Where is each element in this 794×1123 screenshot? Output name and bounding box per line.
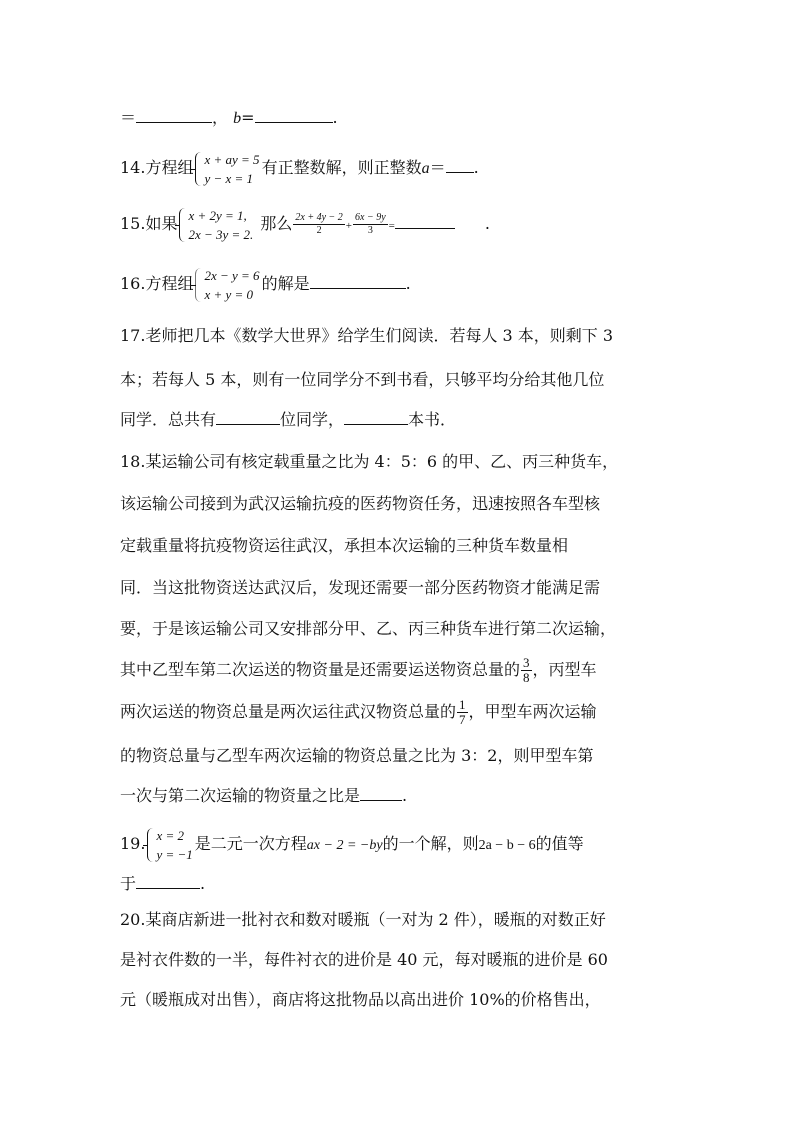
- question-18-line-2: 该运输公司接到为武汉运输抗疫的医药物资任务，迅速按照各车型核: [120, 494, 601, 513]
- question-18-line-8: 的物资总量与乙型车两次运输的物资总量之比为 3：2，则甲型车第: [120, 746, 594, 765]
- question-18-line-4: 同．当这批物资送达武汉后，发现还需要一部分医药物资才能满足需: [120, 578, 601, 597]
- answer-blank[interactable]: [136, 874, 200, 889]
- answer-line-13: ＝ ， b= .: [120, 108, 338, 127]
- answer-blank[interactable]: [360, 786, 402, 801]
- equation-system: x + 2y = 1, 2x − 3y = 2.: [179, 206, 253, 244]
- equation-system: 2x − y = 6 x + y = 0: [195, 266, 259, 304]
- question-18-line-9: 一次与第二次运输的物资量之比是 .: [120, 786, 408, 805]
- fraction: $\frac{6x - 9y}{3}$: [355, 212, 386, 236]
- question-18-line-7: 两次运送的物资总量是两次运往武汉物资总量的 $\frac{1}{7}$ ，甲型车两次运输: [120, 697, 597, 727]
- fraction: $\frac{2x + 4y - 2}{2}$: [295, 212, 343, 236]
- question-19: 19. x = 2 y = −1 是二元一次方程ax − 2 = −by的一个解，则2a − b − 6的值等: [120, 827, 584, 862]
- question-14: 14.方程组 x + ay = 5 y − x = 1 有正整数解，则正整数a＝ .: [120, 151, 479, 186]
- fraction: $\frac{3}{8}$: [523, 655, 530, 685]
- answer-blank[interactable]: [136, 108, 212, 123]
- question-20-line-3: 元（暖瓶成对出售），商店将这批物品以高出进价 10%的价格售出，: [120, 990, 601, 1009]
- answer-blank[interactable]: [310, 274, 406, 289]
- question-16: 16.方程组 2x − y = 6 x + y = 0 的解是 .: [120, 267, 411, 302]
- answer-blank[interactable]: [446, 158, 474, 173]
- answer-blank[interactable]: [344, 410, 408, 425]
- question-17-line-2: 本；若每人 5 本，则有一位同学分不到书看，只够平均分给其他几位: [120, 370, 605, 389]
- fraction: $\frac{1}{7}$: [459, 697, 466, 727]
- answer-blank[interactable]: [255, 108, 333, 123]
- question-18-line-5: 要，于是该运输公司又安排部分甲、乙、丙三种货车进行第二次运输，: [120, 619, 617, 638]
- question-15: 15.如果 x + 2y = 1, 2x − 3y = 2. 那么 $\frac{2x + 4y - 2}{2}$ + $\frac{6x - 9y}{3}$ = .: [120, 207, 490, 242]
- question-19-line-2: 于 .: [120, 874, 206, 893]
- equation-system: x + ay = 5 y − x = 1: [195, 150, 259, 188]
- answer-blank[interactable]: [216, 410, 280, 425]
- question-18-line-6: 其中乙型车第二次运送的物资量是还需要运送物资总量的 $\frac{3}{8}$ ，丙型车: [120, 655, 597, 685]
- question-20-line-2: 是衬衣件数的一半，每件衬衣的进价是 40 元，每对暖瓶的进价是 60: [120, 950, 608, 969]
- equation-system: x = 2 y = −1: [147, 826, 192, 864]
- question-17-line-1: 17.老师把几本《数学大世界》给学生们阅读．若每人 3 本，则剩下 3: [120, 326, 614, 345]
- question-20-line-1: 20.某商店新进一批衬衣和数对暖瓶（一对为 2 件），暖瓶的对数正好: [120, 910, 606, 929]
- answer-blank[interactable]: [395, 216, 455, 229]
- question-18-line-1: 18.某运输公司有核定载重量之比为 4：5：6 的甲、乙、丙三种货车，: [120, 452, 619, 471]
- question-18-line-3: 定载重量将抗疫物资运往武汉，承担本次运输的三种货车数量相: [120, 536, 569, 555]
- question-17-line-3: 同学．总共有 位同学， 本书．: [120, 410, 457, 429]
